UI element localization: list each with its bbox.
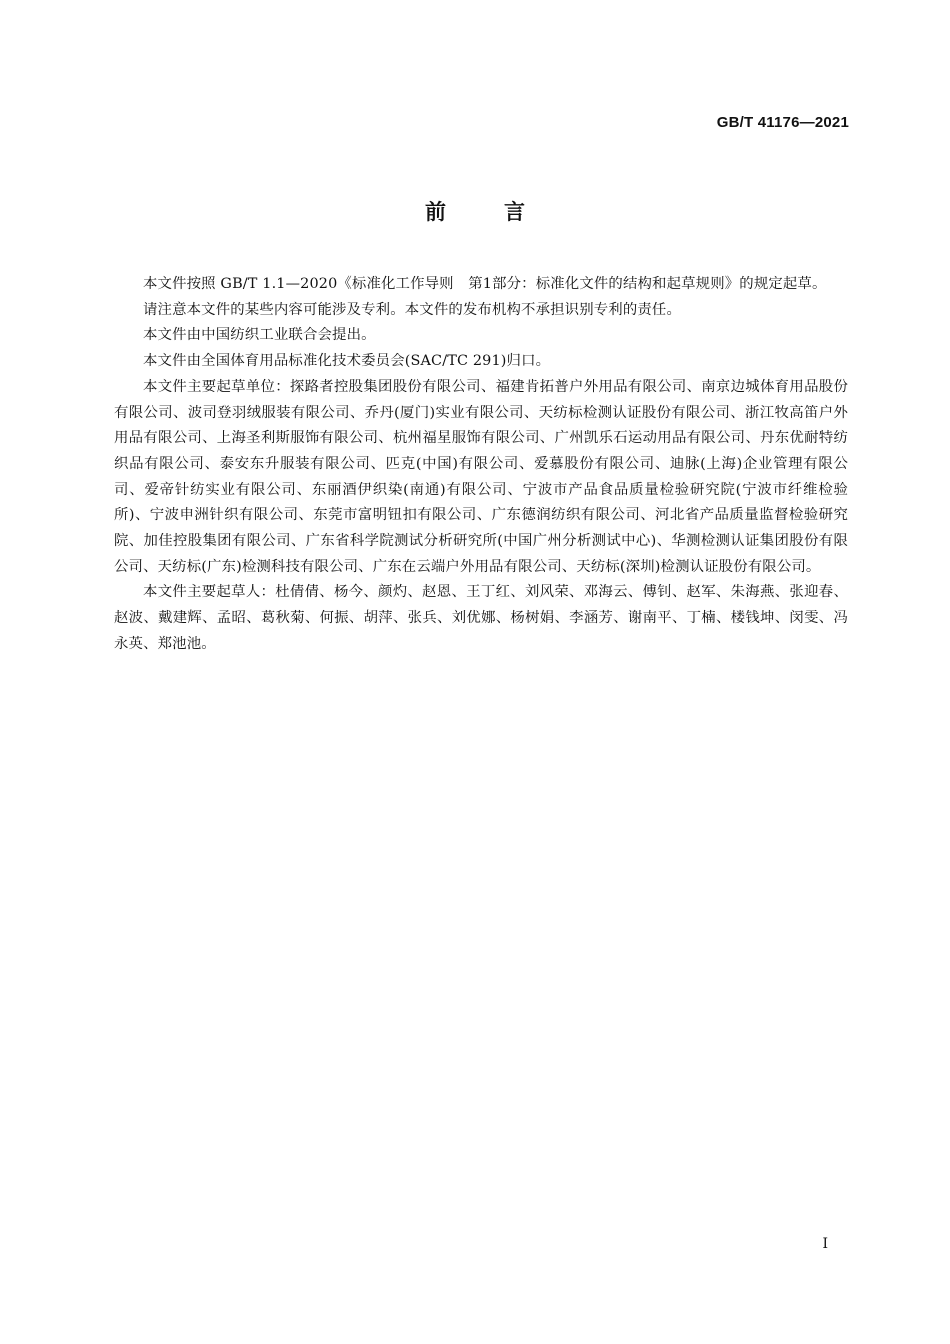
paragraph-drafting-organizations: 本文件主要起草单位：探路者控股集团股份有限公司、福建肯拓普户外用品有限公司、南京边城体育用品股份有限公司、波司登羽绒服装有限公司、乔丹(厦门)实业有限公司、天纺标检测认证股份有限公司、浙江牧高笛户外用品有限公司、上海圣利斯服饰有限公司、杭州福星服饰有限公司、广州凯乐石运动用品有限公司、丹东优耐特纺织品有限公司、泰安东升服装有限公司、匹克(中国)有限公司、爱慕股份有限公司、迪脉(上海)企业管理有限公司、爱帝针纺实业有限公司、东丽酒伊织染(南通)有限公司、宁波市产品食品质量检验研究院(宁波市纤维检验所)、宁波申洲针织有限公司、东莞市富明钮扣有限公司、广东德润纺织有限公司、河北省产品质量监督检验研究院、加佳控股集团有限公司、广东省科学院测试分析研究所(中国广州分析测试中心)、华测检测认证集团股份有限公司、天纺标(广东)检测科技有限公司、广东在云端户外用品有限公司、天纺标(深圳)检测认证股份有限公司。 [114, 378, 848, 575]
title-char-1: 前 [425, 200, 446, 224]
paragraph-drafting-rules: 本文件按照 GB/T 1.1—2020《标准化工作导则 第1部分：标准化文件的结构和起草规则》的规定起草。 [143, 276, 827, 292]
foreword-body [114, 272, 848, 658]
page-title [0, 196, 950, 226]
page-number: I [822, 1236, 828, 1252]
paragraph-drafters: 本文件主要起草人：杜倩倩、杨今、颜灼、赵恩、王丁红、刘风荣、邓海云、傅钊、赵军、朱海燕、张迎春、赵波、戴建辉、孟昭、葛秋菊、何振、胡萍、张兵、刘优娜、杨树娟、李涵芳、谢南平、丁楠、楼钱坤、闵雯、冯永英、郑池池。 [114, 584, 848, 652]
standard-code: GB/T 41176—2021 [716, 114, 849, 131]
paragraph-centralized-unit: 本文件由全国体育用品标准化技术委员会(SAC/TC 291)归口。 [143, 353, 551, 370]
paragraph-proposer: 本文件由中国纺织工业联合会提出。 [143, 327, 376, 344]
title-char-2: 言 [504, 200, 525, 224]
paragraph-patent-notice: 请注意本文件的某些内容可能涉及专利。本文件的发布机构不承担识别专利的责任。 [143, 301, 682, 318]
